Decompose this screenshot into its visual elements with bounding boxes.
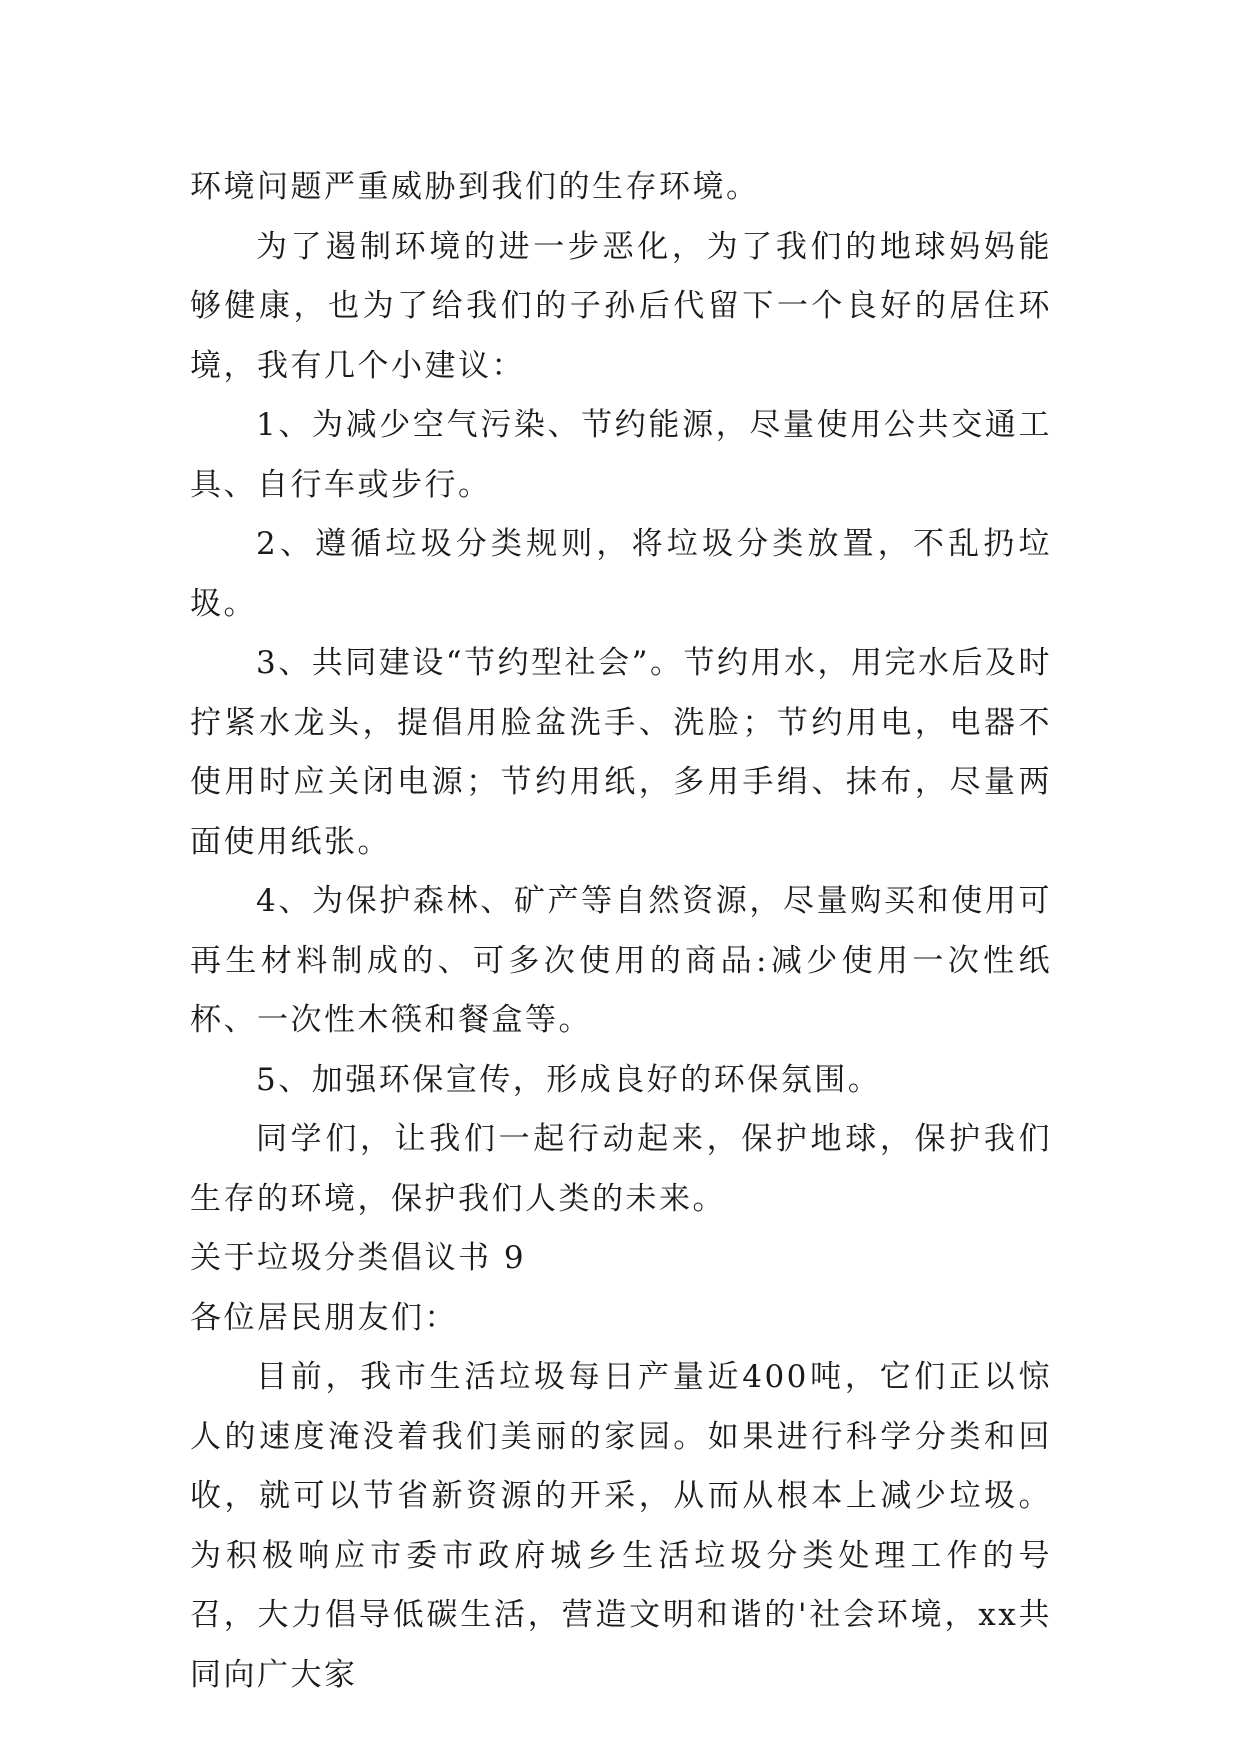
paragraph: 环境问题严重威胁到我们的生存环境。 — [190, 169, 760, 205]
paragraph: 为了遏制环境的进一步恶化，为了我们的地球妈妈能够健康，也为了给我们的子孙后代留下一个良好的居住环境，我有几个小建议： — [190, 228, 1052, 384]
paragraph: 目前，我市生活垃圾每日产量近400吨，它们正以惊人的速度淹没着我们美丽的家园。如果进行科学分类和回收，就可以节省新资源的开采，从而从根本上减少垃圾。为积极响应市委市政府城乡生活垃圾分类处理工作的号召，大力倡导低碳生活，营造文明和谐的'社会环境，xx共同向广大家 — [190, 1359, 1052, 1693]
salutation: 各位居民朋友们： — [190, 1299, 458, 1336]
list-item-4: 4、为保护森林、矿产等自然资源，尽量购买和使用可再生材料制成的、可多次使用的商品:减少使用一次性纸杯、一次性木筷和餐盒等。 — [190, 883, 1052, 1038]
list-item-5: 5、加强环保宣传，形成良好的环保氛围。 — [256, 1061, 882, 1098]
document-body — [190, 158, 1052, 1705]
section-heading: 关于垃圾分类倡议书 9 — [190, 1240, 527, 1276]
list-item-2: 2、遵循垃圾分类规则，将垃圾分类放置，不乱扔垃圾。 — [190, 526, 1052, 622]
list-item-1: 1、为减少空气污染、节约能源，尽量使用公共交通工具、自行车或步行。 — [190, 407, 1052, 503]
list-item-3: 3、共同建设“节约型社会”。节约用水，用完水后及时拧紧水龙头，提倡用脸盆洗手、洗脸；节约用电，电器不使用时应关闭电源；节约用纸，多用手绢、抹布，尽量两面使用纸张。 — [190, 645, 1052, 860]
paragraph: 同学们，让我们一起行动起来，保护地球，保护我们生存的环境，保护我们人类的未来。 — [190, 1121, 1052, 1217]
